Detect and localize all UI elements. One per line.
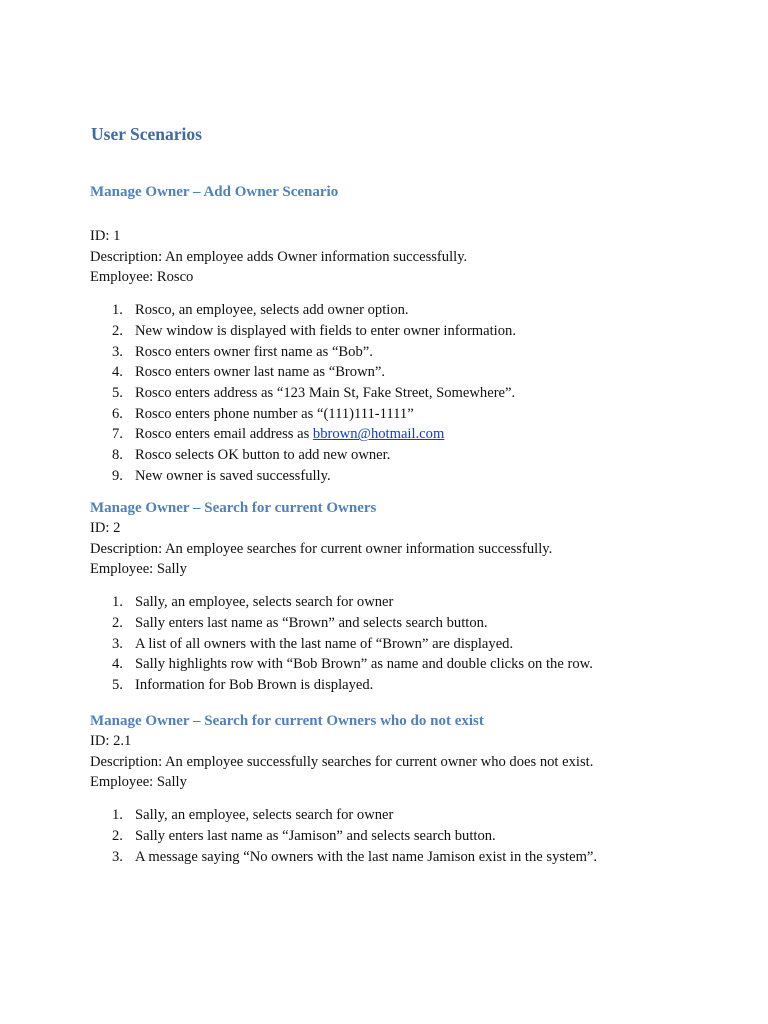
step-text: Sally, an employee, selects search for owner — [135, 807, 394, 824]
list-item — [90, 383, 730, 404]
step-text: Information for Bob Brown is displayed. — [135, 676, 374, 693]
section-heading: Manage Owner – Add Owner Scenario — [90, 184, 339, 200]
step-number: 3. — [112, 635, 123, 652]
step-text: Rosco enters address as “123 Main St, Fake Street, Somewhere”. — [135, 384, 516, 401]
step-text: New owner is saved successfully. — [135, 467, 331, 484]
scenario-description: Description: An employee adds Owner information successfully. — [90, 248, 468, 265]
scenario-description: Description: An employee successfully searches for current owner who does not exist. — [90, 753, 594, 770]
list-item — [90, 675, 730, 696]
scenario-id: ID: 2 — [90, 520, 121, 536]
list-item — [90, 592, 730, 613]
scenario-employee: Employee: Sally — [90, 774, 187, 791]
step-text: A message saying “No owners with the last name Jamison exist in the system”. — [135, 848, 598, 865]
step-number: 2. — [112, 322, 123, 339]
scenario-section-search-nonexistent — [90, 711, 730, 867]
step-text: New window is displayed with fields to enter owner information. — [135, 322, 516, 339]
step-number: 3. — [112, 848, 123, 865]
list-item — [90, 805, 730, 826]
section-heading: Manage Owner – Search for current Owners — [90, 500, 377, 516]
list-item — [90, 362, 730, 383]
step-number: 1. — [112, 302, 123, 319]
scenario-id: ID: 2.1 — [90, 733, 132, 749]
step-text: Rosco enters owner first name as “Bob”. — [135, 343, 373, 360]
scenario-id: ID: 1 — [90, 228, 121, 244]
step-text: Sally highlights row with “Bob Brown” as name and double clicks on the row. — [135, 656, 593, 673]
step-number: 2. — [112, 827, 123, 844]
list-item — [90, 654, 730, 675]
step-number: 8. — [112, 447, 123, 464]
list-item — [90, 404, 730, 425]
list-item — [90, 466, 730, 487]
list-item — [90, 634, 730, 655]
list-item — [90, 424, 730, 445]
list-item — [90, 613, 730, 634]
step-text: Rosco selects OK button to add new owner. — [135, 447, 391, 464]
step-number: 9. — [112, 467, 123, 484]
step-text: Rosco enters email address as — [135, 426, 313, 443]
step-number: 5. — [112, 384, 123, 401]
list-item — [90, 321, 730, 342]
step-text: Sally enters last name as “Brown” and selects search button. — [135, 614, 488, 631]
step-text: Sally, an employee, selects search for owner — [135, 594, 394, 611]
scenario-section-search-owners — [90, 498, 730, 696]
step-number: 3. — [112, 343, 123, 360]
step-number: 4. — [112, 364, 123, 381]
steps-list — [90, 592, 730, 696]
page-title: User Scenarios — [91, 124, 202, 144]
step-number: 1. — [112, 807, 123, 824]
step-number: 7. — [112, 426, 123, 443]
steps-list — [90, 300, 730, 486]
step-text: A list of all owners with the last name of “Brown” are displayed. — [135, 635, 514, 652]
scenario-section-add-owner — [90, 182, 730, 486]
step-text: Rosco enters phone number as “(111)111-1111” — [135, 405, 414, 422]
steps-list — [90, 805, 730, 867]
step-number: 2. — [112, 614, 123, 631]
list-item — [90, 847, 730, 868]
list-item — [90, 445, 730, 466]
list-item — [90, 826, 730, 847]
email-link[interactable]: bbrown@hotmail.com — [312, 426, 445, 443]
section-heading: Manage Owner – Search for current Owners who do not exist — [90, 713, 484, 729]
step-number: 5. — [112, 676, 123, 693]
step-text: Sally enters last name as “Jamison” and selects search button. — [135, 827, 496, 844]
step-number: 4. — [112, 656, 123, 673]
list-item — [90, 300, 730, 321]
scenario-employee: Employee: Sally — [90, 561, 187, 578]
step-number: 6. — [112, 405, 123, 422]
scenario-employee: Employee: Rosco — [90, 269, 194, 286]
step-text: Rosco enters owner last name as “Brown”. — [135, 364, 386, 381]
list-item — [90, 342, 730, 363]
scenario-description: Description: An employee searches for current owner information successfully. — [90, 540, 553, 557]
step-text: Rosco, an employee, selects add owner option. — [135, 302, 409, 319]
step-number: 1. — [112, 594, 123, 611]
